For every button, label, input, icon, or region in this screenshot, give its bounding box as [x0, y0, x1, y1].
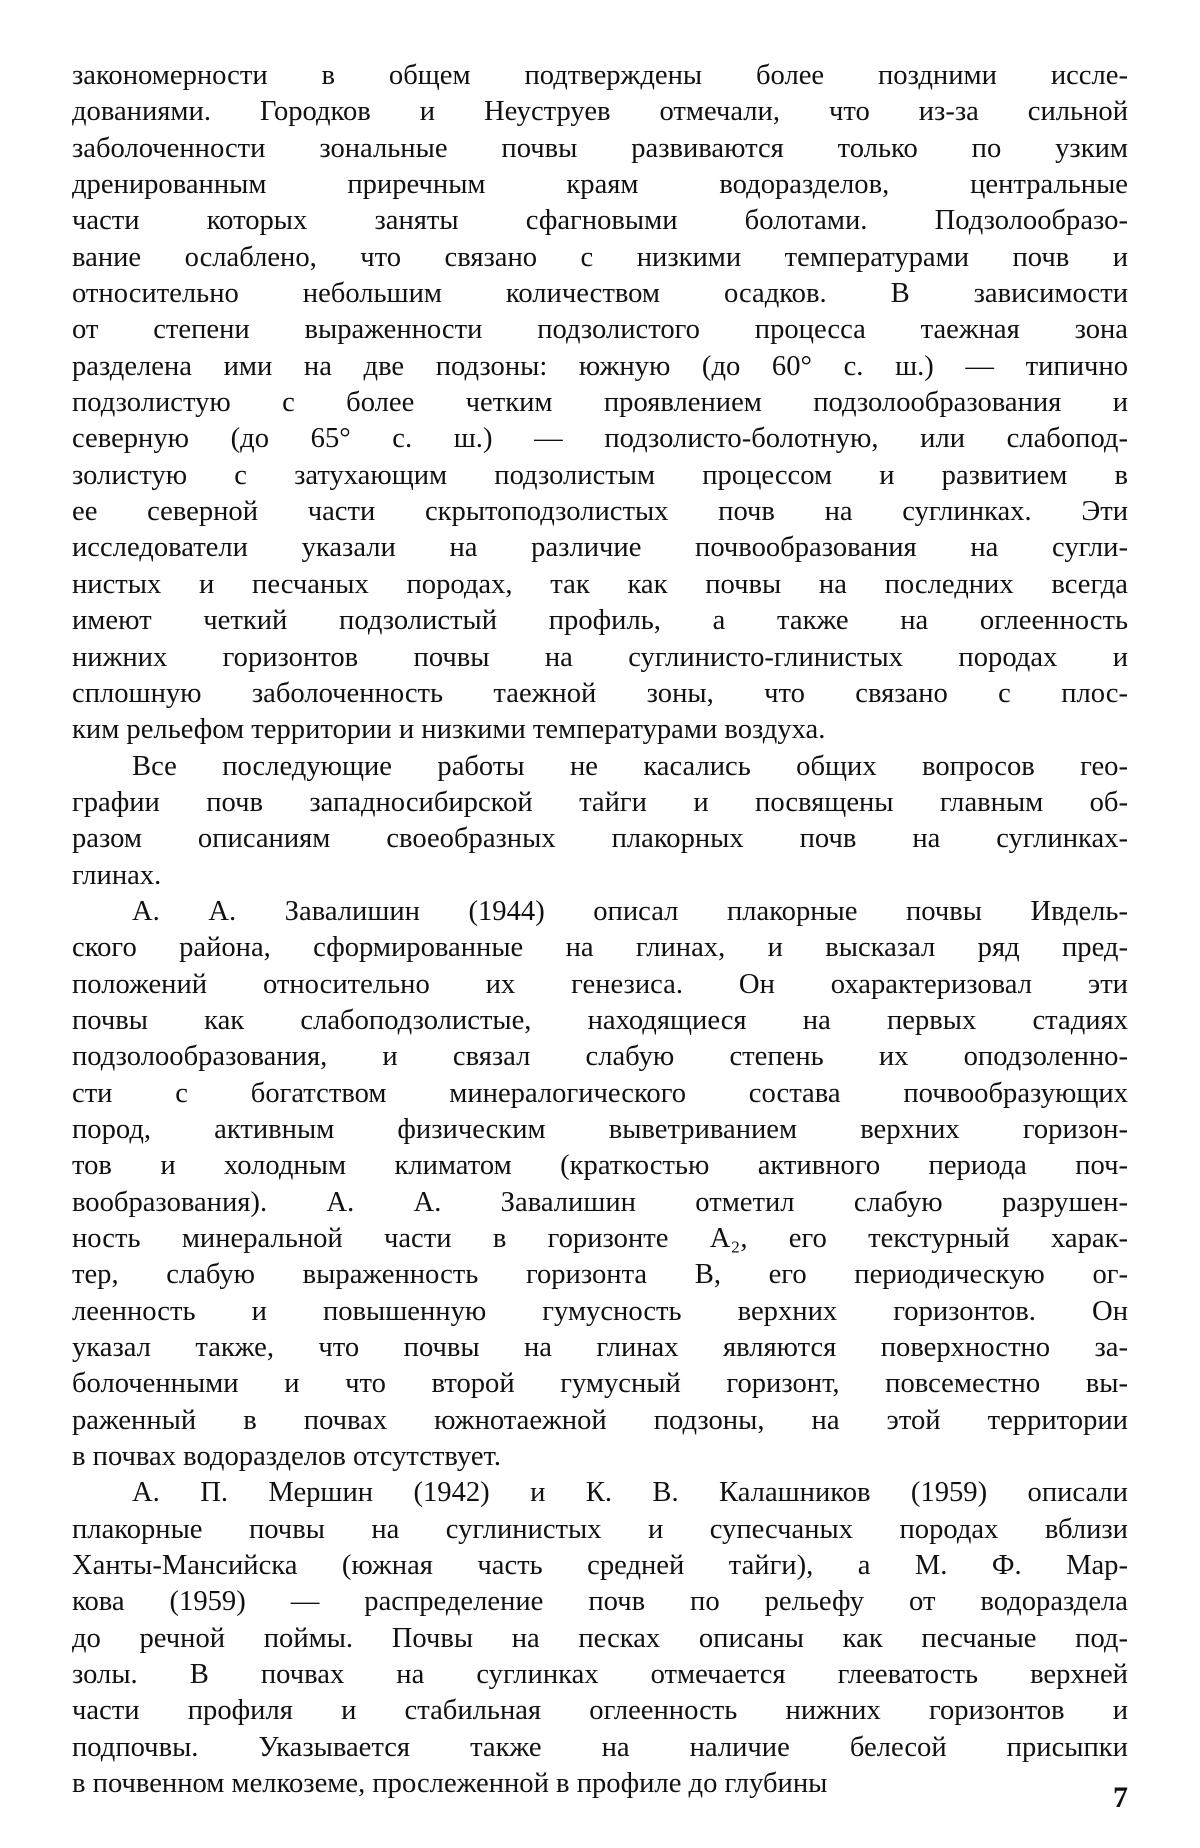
- paragraph: [72, 749, 1128, 894]
- text-line: подзолообразования, и связал слабую степень их оподзоленно-: [72, 1041, 1128, 1073]
- text-line: вообразования). А. А. Завалишин отметил слабую разрушен-: [72, 1186, 1128, 1218]
- text-line: графии почв западносибирской тайги и посвящены главным об-: [72, 786, 1128, 818]
- text-line: закономерности в общем подтверждены более поздними иссле-: [72, 60, 1128, 91]
- text-line: части которых заняты сфагновыми болотами. Подзолообразо-: [72, 205, 1128, 237]
- text-line: ким рельефом территории и низкими температурами воздуха.: [72, 714, 826, 746]
- text-line: до речной поймы. Почвы на песках описаны как песчаные под-: [72, 1622, 1128, 1654]
- text-body: [72, 58, 1128, 1803]
- text-line: тов и холодным климатом (краткостью активного периода поч-: [72, 1150, 1128, 1182]
- text-line: вание ослаблено, что связано с низкими температурами почв и: [72, 241, 1128, 273]
- text-line: почвы как слабоподзолистые, находящиеся на первых стадиях: [72, 1004, 1128, 1036]
- text-line: нистых и песчаных породах, так как почвы на последних всегда: [72, 568, 1128, 600]
- page: [72, 58, 1128, 1828]
- paragraph: [72, 894, 1128, 1476]
- text-line: имеют четкий подзолистый профиль, а также на оглеенность: [72, 605, 1128, 637]
- text-line: кова (1959) — распределение почв по рельефу от водораздела: [72, 1586, 1128, 1618]
- text-line: А. П. Мершин (1942) и К. В. Калашников (1959) описали: [132, 1477, 1128, 1509]
- text-line: раженный в почвах южнотаежной подзоны, на этой территории: [72, 1404, 1128, 1436]
- text-line: ность минеральной части в горизонте A₂, его текстурный харак-: [72, 1223, 1128, 1254]
- page-number: 7: [1113, 1781, 1128, 1814]
- text-line: северную (до 65° с. ш.) — подзолисто-болотную, или слабопод-: [72, 423, 1128, 455]
- text-line: относительно небольшим количеством осадков. В зависимости: [72, 278, 1128, 310]
- text-line: дованиями. Городков и Неуструев отмечали, что из-за сильной: [72, 96, 1128, 128]
- text-line: в почвах водоразделов отсутствует.: [72, 1441, 502, 1473]
- text-line: тер, слабую выраженность горизонта B, его периодическую ог-: [72, 1259, 1128, 1291]
- text-line: ее северной части скрытоподзолистых почв на суглинках. Эти: [72, 496, 1128, 528]
- text-line: в почвенном мелкоземе, прослеженной в профиле до глубины: [72, 1768, 828, 1800]
- text-line: золы. В почвах на суглинках отмечается глееватость верхней: [72, 1659, 1128, 1691]
- text-line: глинах.: [72, 859, 162, 891]
- paragraph: [72, 1475, 1128, 1802]
- text-line: заболоченности зональные почвы развиваются только по узким: [72, 132, 1128, 164]
- text-line: указал также, что почвы на глинах являются поверхностно за-: [72, 1332, 1128, 1364]
- text-line: исследователи указали на различие почвообразования на сугли-: [72, 532, 1128, 564]
- text-line: леенность и повышенную гумусность верхних горизонтов. Он: [72, 1295, 1128, 1327]
- text-line: сти с богатством минералогического состава почвообразующих: [72, 1077, 1128, 1109]
- text-line: разом описаниям своеобразных плакорных почв на суглинках-: [72, 823, 1128, 855]
- text-line: от степени выраженности подзолистого процесса таежная зона: [72, 314, 1128, 346]
- text-line: пород, активным физическим выветриванием верхних горизон-: [72, 1113, 1128, 1145]
- text-line: сплошную заболоченность таежной зоны, что связано с плос-: [72, 677, 1128, 709]
- text-line: А. А. Завалишин (1944) описал плакорные почвы Ивдель-: [132, 895, 1128, 927]
- text-line: ского района, сформированные на глинах, и высказал ряд пред-: [72, 932, 1128, 964]
- text-line: плакорные почвы на суглинистых и супесчаных породах вблизи: [72, 1513, 1128, 1545]
- text-line: подзолистую с более четким проявлением подзолообразования и: [72, 387, 1128, 419]
- text-line: Ханты-Мансийска (южная часть средней тайги), а М. Ф. Мар-: [72, 1550, 1128, 1582]
- text-line: разделена ими на две подзоны: южную (до 60° с. ш.) — типично: [72, 350, 1128, 382]
- text-line: Все последующие работы не касались общих вопросов гео-: [132, 750, 1128, 782]
- text-line: нижних горизонтов почвы на суглинисто-глинистых породах и: [72, 641, 1128, 673]
- text-line: болоченными и что второй гумусный горизонт, повсеместно вы-: [72, 1368, 1128, 1400]
- paragraph: [72, 58, 1128, 749]
- text-line: золистую с затухающим подзолистым процессом и развитием в: [72, 459, 1128, 491]
- text-line: дренированным приречным краям водоразделов, центральные: [72, 169, 1128, 201]
- text-line: подпочвы. Указывается также на наличие белесой присыпки: [72, 1731, 1128, 1763]
- text-line: положений относительно их генезиса. Он охарактеризовал эти: [72, 968, 1128, 1000]
- text-line: части профиля и стабильная оглеенность нижних горизонтов и: [72, 1695, 1128, 1727]
